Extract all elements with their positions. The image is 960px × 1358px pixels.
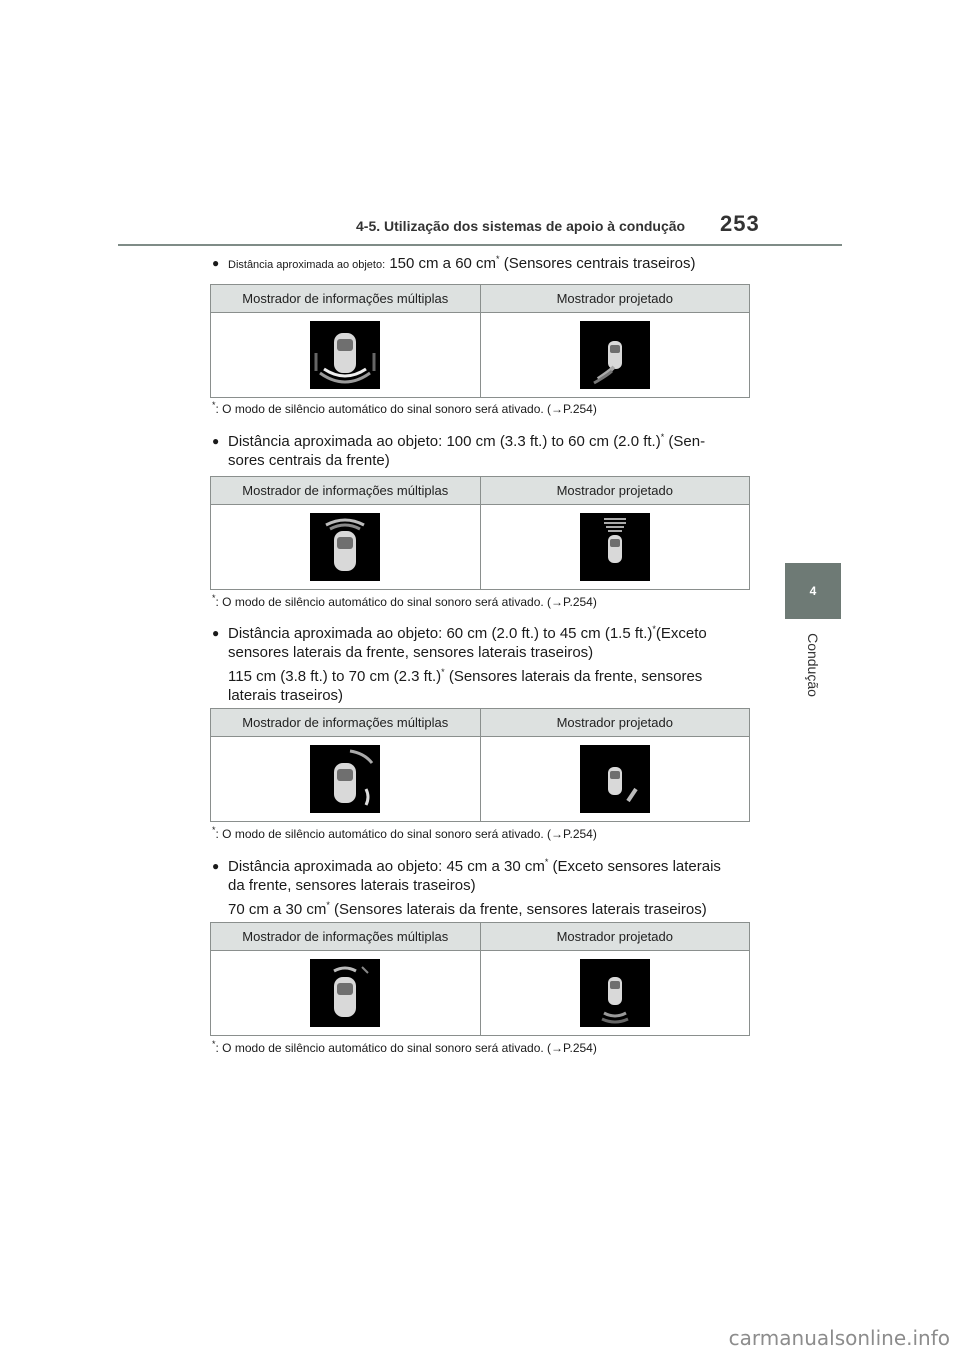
footnote-3: *: O modo de silêncio automático do sinal sonoro será ativado. (→P.254) (212, 825, 597, 841)
heading-2: ● Distância aproximada ao objeto: 100 cm (3.3 ft.) to 60 cm (2.0 ft.)* (Sen- sores centrais da frente) (212, 432, 706, 469)
projected-display-image (580, 321, 650, 389)
chapter-label: Condução (805, 633, 821, 697)
watermark: carmanualsonline.info (728, 1326, 950, 1350)
projected-display-image (580, 513, 650, 581)
bullet-icon: ● (212, 434, 220, 448)
multi-info-display-image (310, 959, 380, 1027)
chapter-tab[interactable]: 4 (785, 563, 841, 619)
footnote-1: *: O modo de silêncio automático do sinal sonoro será ativado. (→P.254) (212, 400, 597, 416)
display-table-1 (210, 284, 750, 398)
heading-3: ● Distância aproximada ao objeto: 60 cm (2.0 ft.) to 45 cm (1.5 ft.)*(Exceto sensores laterais da frente, sensores laterais traseiros) 115 cm (3.8 ft.) to 70 cm (2.3 ft.)* (Sensores laterais da frente, sensores laterais traseiros) (212, 624, 707, 704)
header-rule (118, 244, 842, 246)
display-table-4 (210, 922, 750, 1036)
column-header-multi-info: Mostrador de informações múltiplas (211, 709, 481, 737)
page-number: 253 (720, 211, 760, 236)
bullet-icon: ● (212, 256, 220, 270)
multi-info-display-image (310, 745, 380, 813)
column-header-projected: Mostrador projetado (480, 477, 750, 505)
footnote-2: *: O modo de silêncio automático do sinal sonoro será ativado. (→P.254) (212, 593, 597, 609)
multi-info-display-image (310, 513, 380, 581)
bullet-icon: ● (212, 859, 220, 873)
heading-4: ● Distância aproximada ao objeto: 45 cm a 30 cm* (Exceto sensores laterais da frente, sensores laterais traseiros) 70 cm a 30 cm* (Sensores laterais da frente, sensores laterais traseiros) (212, 857, 721, 918)
display-table-2 (210, 476, 750, 590)
column-header-projected: Mostrador projetado (480, 923, 750, 951)
multi-info-display-image (310, 321, 380, 389)
projected-display-image (580, 959, 650, 1027)
column-header-multi-info: Mostrador de informações múltiplas (211, 285, 481, 313)
projected-display-image (580, 745, 650, 813)
display-table-3 (210, 708, 750, 822)
bullet-icon: ● (212, 626, 220, 640)
section-title: 4-5. Utilização dos sistemas de apoio à condução (356, 218, 686, 234)
column-header-multi-info: Mostrador de informações múltiplas (211, 477, 481, 505)
column-header-multi-info: Mostrador de informações múltiplas (211, 923, 481, 951)
column-header-projected: Mostrador projetado (480, 285, 750, 313)
footnote-4: *: O modo de silêncio automático do sinal sonoro será ativado. (→P.254) (212, 1039, 597, 1055)
heading-1: ● Distância aproximada ao objeto: 150 cm a 60 cm* (Sensores centrais traseiros) (212, 254, 696, 272)
column-header-projected: Mostrador projetado (480, 709, 750, 737)
